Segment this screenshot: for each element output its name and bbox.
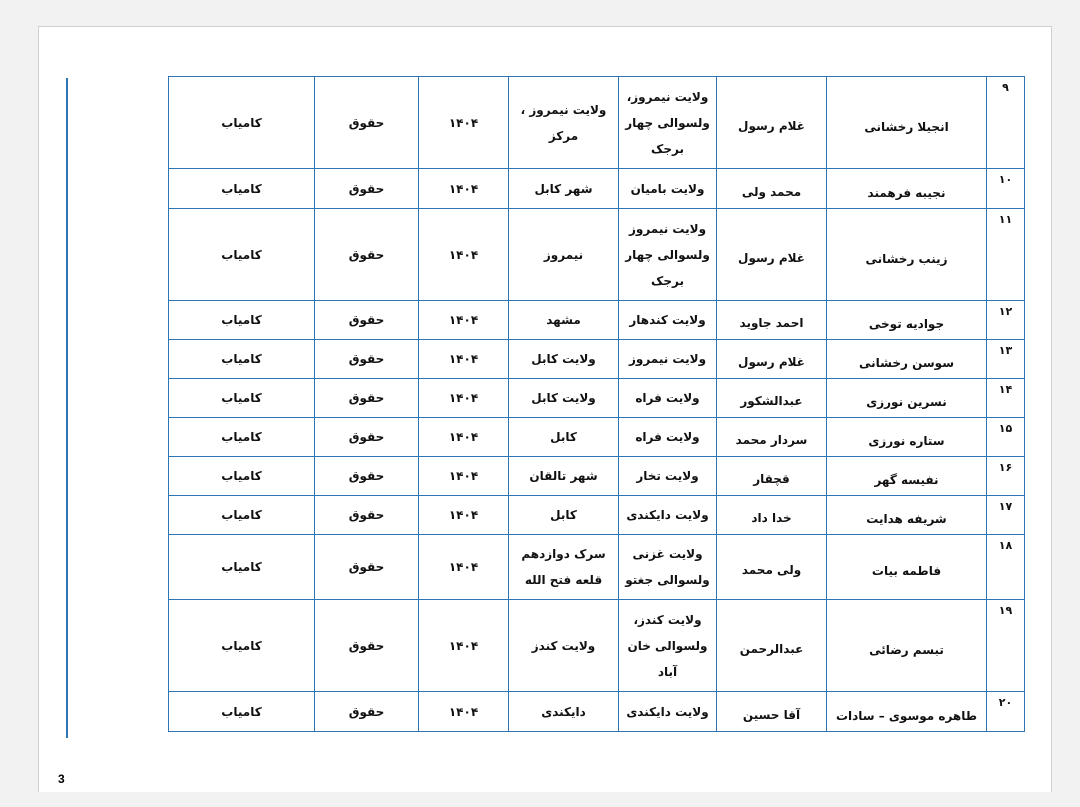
province: ولایت کندز، ولسوالی خان آباد	[619, 600, 717, 692]
table-row	[169, 77, 1025, 169]
student-name: انجیلا رخشانی	[827, 77, 987, 169]
table-row	[169, 600, 1025, 692]
student-name: جوادیه توخی	[827, 301, 987, 340]
province: ولایت غزنی ولسوالی جغتو	[619, 535, 717, 600]
table-row	[169, 692, 1025, 732]
result: کامیاب	[169, 418, 315, 457]
father-name: سردار محمد	[717, 418, 827, 457]
residence: ولایت کندز	[509, 600, 619, 692]
father-name: غلام رسول	[717, 209, 827, 301]
province: ولایت بامیان	[619, 169, 717, 209]
result: کامیاب	[169, 340, 315, 379]
student-name: زینب رخشانی	[827, 209, 987, 301]
residence: مشهد	[509, 301, 619, 340]
row-number: ٩	[987, 77, 1025, 169]
table-row	[169, 457, 1025, 496]
residence: ولایت نیمروز ، مرکز	[509, 77, 619, 169]
result: کامیاب	[169, 77, 315, 169]
page-number: 3	[58, 772, 65, 786]
result: کامیاب	[169, 169, 315, 209]
father-name: ولی محمد	[717, 535, 827, 600]
father-name: عبدالرحمن	[717, 600, 827, 692]
table-row	[169, 169, 1025, 209]
year: ۱۴۰۴	[419, 496, 509, 535]
faculty: حقوق	[315, 600, 419, 692]
result: کامیاب	[169, 379, 315, 418]
faculty: حقوق	[315, 301, 419, 340]
father-name: عبدالشکور	[717, 379, 827, 418]
faculty: حقوق	[315, 692, 419, 732]
result: کامیاب	[169, 301, 315, 340]
table-row	[169, 379, 1025, 418]
province: ولایت فراه	[619, 379, 717, 418]
row-number: ۱۱	[987, 209, 1025, 301]
faculty: حقوق	[315, 169, 419, 209]
faculty: حقوق	[315, 535, 419, 600]
residence: ولایت کابل	[509, 340, 619, 379]
province: ولایت کندهار	[619, 301, 717, 340]
faculty: حقوق	[315, 209, 419, 301]
student-name: نجیبه فرهمند	[827, 169, 987, 209]
year: ۱۴۰۴	[419, 535, 509, 600]
residence: سرک دوازدهم قلعه فتح الله	[509, 535, 619, 600]
faculty: حقوق	[315, 496, 419, 535]
table-row	[169, 340, 1025, 379]
faculty: حقوق	[315, 379, 419, 418]
student-name: تبسم رضائی	[827, 600, 987, 692]
table-row	[169, 418, 1025, 457]
year: ۱۴۰۴	[419, 600, 509, 692]
table-row	[169, 535, 1025, 600]
faculty: حقوق	[315, 418, 419, 457]
row-number: ۱۳	[987, 340, 1025, 379]
province: ولایت تخار	[619, 457, 717, 496]
province: ولایت فراه	[619, 418, 717, 457]
result: کامیاب	[169, 496, 315, 535]
result: کامیاب	[169, 535, 315, 600]
row-number: ۱۵	[987, 418, 1025, 457]
province: ولایت نیمروز، ولسوالی چهار برجک	[619, 77, 717, 169]
row-number: ۲۰	[987, 692, 1025, 732]
table-row	[169, 496, 1025, 535]
residence: کابل	[509, 496, 619, 535]
table-row	[169, 209, 1025, 301]
row-number: ۱۹	[987, 600, 1025, 692]
residence: ولایت کابل	[509, 379, 619, 418]
student-name: طاهره موسوی – سادات	[827, 692, 987, 732]
faculty: حقوق	[315, 457, 419, 496]
father-name: آقا حسین	[717, 692, 827, 732]
year: ۱۴۰۴	[419, 692, 509, 732]
row-number: ۱۷	[987, 496, 1025, 535]
student-name: شریفه هدایت	[827, 496, 987, 535]
table-row	[169, 301, 1025, 340]
year: ۱۴۰۴	[419, 301, 509, 340]
students-table	[168, 76, 1025, 732]
row-number: ۱۴	[987, 379, 1025, 418]
student-name: ستاره نورزی	[827, 418, 987, 457]
year: ۱۴۰۴	[419, 457, 509, 496]
student-name: فاطمه بیات	[827, 535, 987, 600]
father-name: محمد ولی	[717, 169, 827, 209]
faculty: حقوق	[315, 340, 419, 379]
father-name: احمد جاوید	[717, 301, 827, 340]
year: ۱۴۰۴	[419, 379, 509, 418]
result: کامیاب	[169, 600, 315, 692]
father-name: قچقار	[717, 457, 827, 496]
year: ۱۴۰۴	[419, 418, 509, 457]
faculty: حقوق	[315, 77, 419, 169]
year: ۱۴۰۴	[419, 169, 509, 209]
father-name: غلام رسول	[717, 77, 827, 169]
residence: دایکندی	[509, 692, 619, 732]
province: ولایت نیمروز	[619, 340, 717, 379]
result: کامیاب	[169, 692, 315, 732]
year: ۱۴۰۴	[419, 340, 509, 379]
result: کامیاب	[169, 457, 315, 496]
row-number: ۱۲	[987, 301, 1025, 340]
residence: شهر تالقان	[509, 457, 619, 496]
province: ولایت دایکندی	[619, 496, 717, 535]
province: ولایت دایکندی	[619, 692, 717, 732]
student-name: سوسن رخشانی	[827, 340, 987, 379]
province: ولایت نیمروز ولسوالی چهار برجک	[619, 209, 717, 301]
row-number: ۱۸	[987, 535, 1025, 600]
father-name: غلام رسول	[717, 340, 827, 379]
residence: کابل	[509, 418, 619, 457]
row-number: ۱۰	[987, 169, 1025, 209]
year: ۱۴۰۴	[419, 77, 509, 169]
student-name: نسرین نورزی	[827, 379, 987, 418]
result: کامیاب	[169, 209, 315, 301]
year: ۱۴۰۴	[419, 209, 509, 301]
father-name: خدا داد	[717, 496, 827, 535]
student-name: نفیسه گهر	[827, 457, 987, 496]
residence: شهر کابل	[509, 169, 619, 209]
row-number: ۱۶	[987, 457, 1025, 496]
margin-rule	[66, 78, 68, 738]
residence: نیمروز	[509, 209, 619, 301]
